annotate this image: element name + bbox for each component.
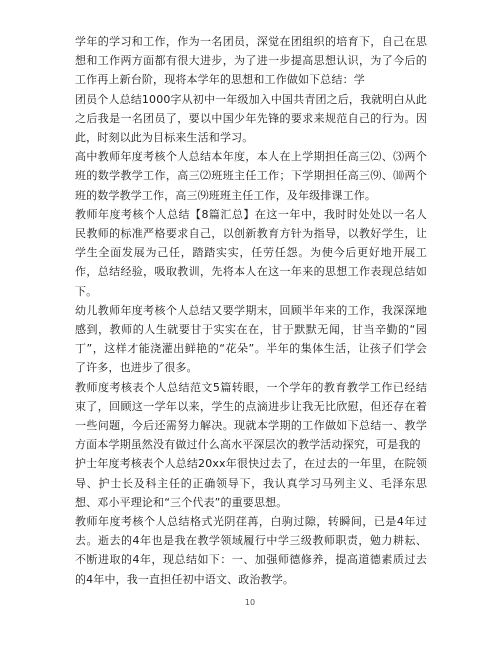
paragraph-6: 教师度考核表个人总结范文5篇转眼，一个学年的教育教学工作已经结束了，回顾这一学年以来，学生的点滴进步让我无比欣慰，但还存在着一些问题，今后还需努力解决。现就本学期的工作做如下总结一、教学方面本学期虽然没有做过什么高水平深层次的教学活动探究，可是我的 xyxy=(75,380,427,452)
paragraph-8: 教师年度考核个人总结格式光阴荏苒，白驹过隙，转瞬间，已是4年过去。逝去的4年也是我在教学领域履行中学三级教师职责，勉力耕耘、不断进取的4年，现总结如下：一、加强师德修养，提高道德素质过去的4年中，我一直担任初中语文、政治教学。 xyxy=(75,515,427,586)
paragraph-3: 高中教师年度考核个人总结本年度，本人在上学期担任高三⑵、⑶两个班的数学教学工作，高三⑵班班主任工作；下学期担任高三⑼、⑽两个班的数学教学工作，高三⑼班班主任工作，及年级排课工作。 xyxy=(75,150,427,202)
document-body xyxy=(75,32,427,589)
page-number: 10 xyxy=(244,598,256,607)
paragraph-1: 学年的学习和工作，作为一名团员，深觉在团组织的培育下，自己在思想和工作两方面都有很大进步，为了进一步提高思想认识，为了今后的工作再上新台阶，现将本学年的思想和工作做如下总结：学 xyxy=(75,35,427,87)
paragraph-7: 护士年度考核表个人总结20xx年很快过去了，在过去的一年里，在院领导、护士长及科主任的正确领导下，我认真学习马列主义、毛泽东思想、邓小平理论和“三个代表”的重要思想。 xyxy=(75,457,427,509)
paragraph-4: 教师年度考核个人总结【8篇汇总】在这一年中，我时时处处以一名人民教师的标准严格要求自己，以创新教育方针为指导，以教好学生，让学生全面发展为己任，踏踏实实，任劳任怨。为使今后更好地开展工作，总结经验，吸取教训，先将本人在这一年来的思想工作表现总结如下。 xyxy=(75,207,427,298)
paragraph-2: 团员个人总结1000字从初中一年级加入中国共青团之后，我就明白从此之后我是一名团员了，要以中国少年先锋的要求来规范自己的行为。因此，时刻以此为目标来生活和学习。 xyxy=(75,92,427,145)
paragraph-5: 幼儿教师年度考核个人总结又要学期末，回顾半年来的工作，我深深地感到，教师的人生就要甘于实实在在，甘于默默无闻，甘当辛勤的“园丁”，这样才能浇灌出鲜艳的“花朵”。半年的集体生活，让孩子们学会了许多，也进步了很多。 xyxy=(75,303,427,375)
